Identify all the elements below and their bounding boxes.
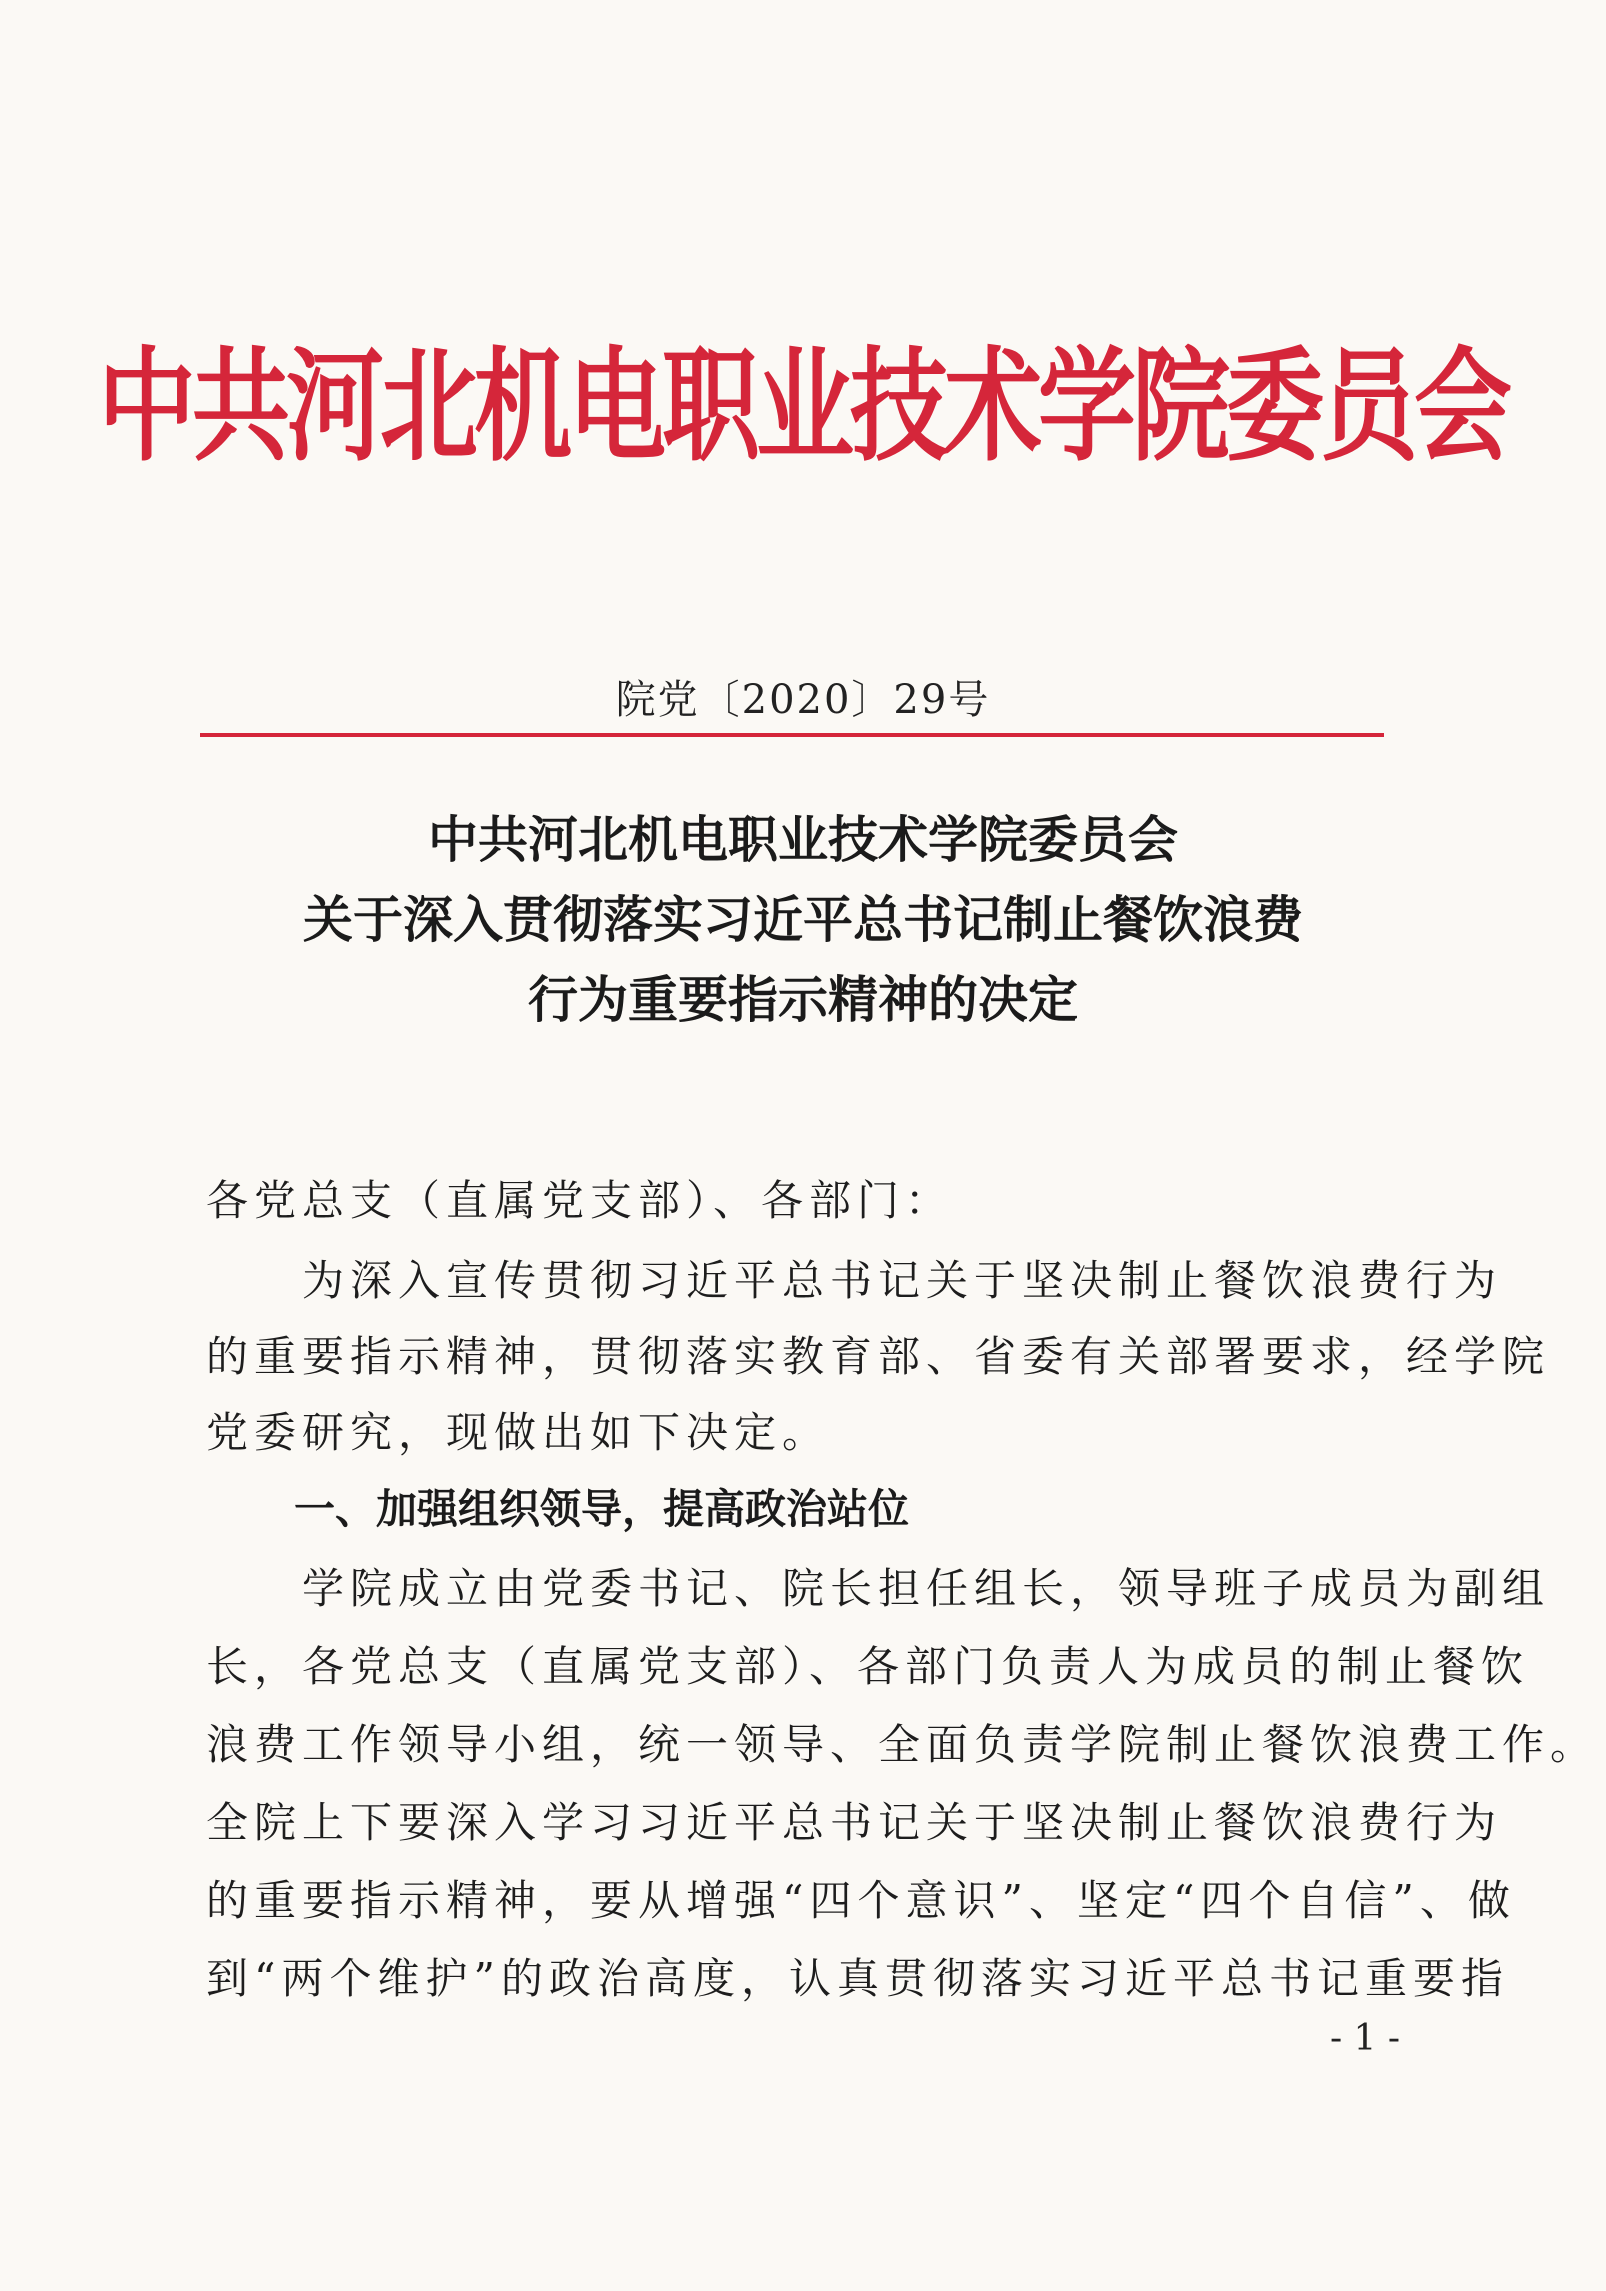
red-divider-line xyxy=(200,733,1384,737)
title-line-2: 关于深入贯彻落实习近平总书记制止餐饮浪费 xyxy=(303,891,1303,949)
section-1-line-2: 长，各党总支（直属党支部）、各部门负责人为成员的制止餐饮 xyxy=(206,1642,1530,1691)
section-1-line-4: 全院上下要深入学习习近平总书记关于坚决制止餐饮浪费行为 xyxy=(206,1798,1503,1847)
title-line-1: 中共河北机电职业技术学院委员会 xyxy=(428,811,1178,869)
intro-line-3: 党委研究，现做出如下决定。 xyxy=(206,1408,831,1457)
section-1-line-6: 到“两个维护”的政治高度，认真贯彻落实习近平总书记重要指 xyxy=(206,1954,1509,2003)
document-title xyxy=(0,800,1606,1040)
red-header-title: 中共河北机电职业技术学院委员会 xyxy=(97,335,1508,479)
section-1-heading: 一、加强组织领导，提高政治站位 xyxy=(294,1485,909,1533)
page-number: - 1 - xyxy=(1329,2018,1401,2059)
intro-line-2: 的重要指示精神，贯彻落实教育部、省委有关部署要求，经学院 xyxy=(206,1332,1551,1381)
title-line-3: 行为重要指示精神的决定 xyxy=(528,971,1078,1029)
section-1-line-3: 浪费工作领导小组，统一领导、全面负责学院制止餐饮浪费工作。 xyxy=(206,1720,1599,1769)
intro-line-1: 为深入宣传贯彻习近平总书记关于坚决制止餐饮浪费行为 xyxy=(206,1256,1503,1305)
document-number: 院党〔2020〕29号 xyxy=(615,677,991,723)
salutation: 各党总支（直属党支部）、各部门： xyxy=(206,1176,954,1225)
section-1-line-5: 的重要指示精神，要从增强“四个意识”、坚定“四个自信”、做 xyxy=(206,1876,1516,1925)
section-1-line-1: 学院成立由党委书记、院长担任组长，领导班子成员为副组 xyxy=(206,1564,1551,1613)
